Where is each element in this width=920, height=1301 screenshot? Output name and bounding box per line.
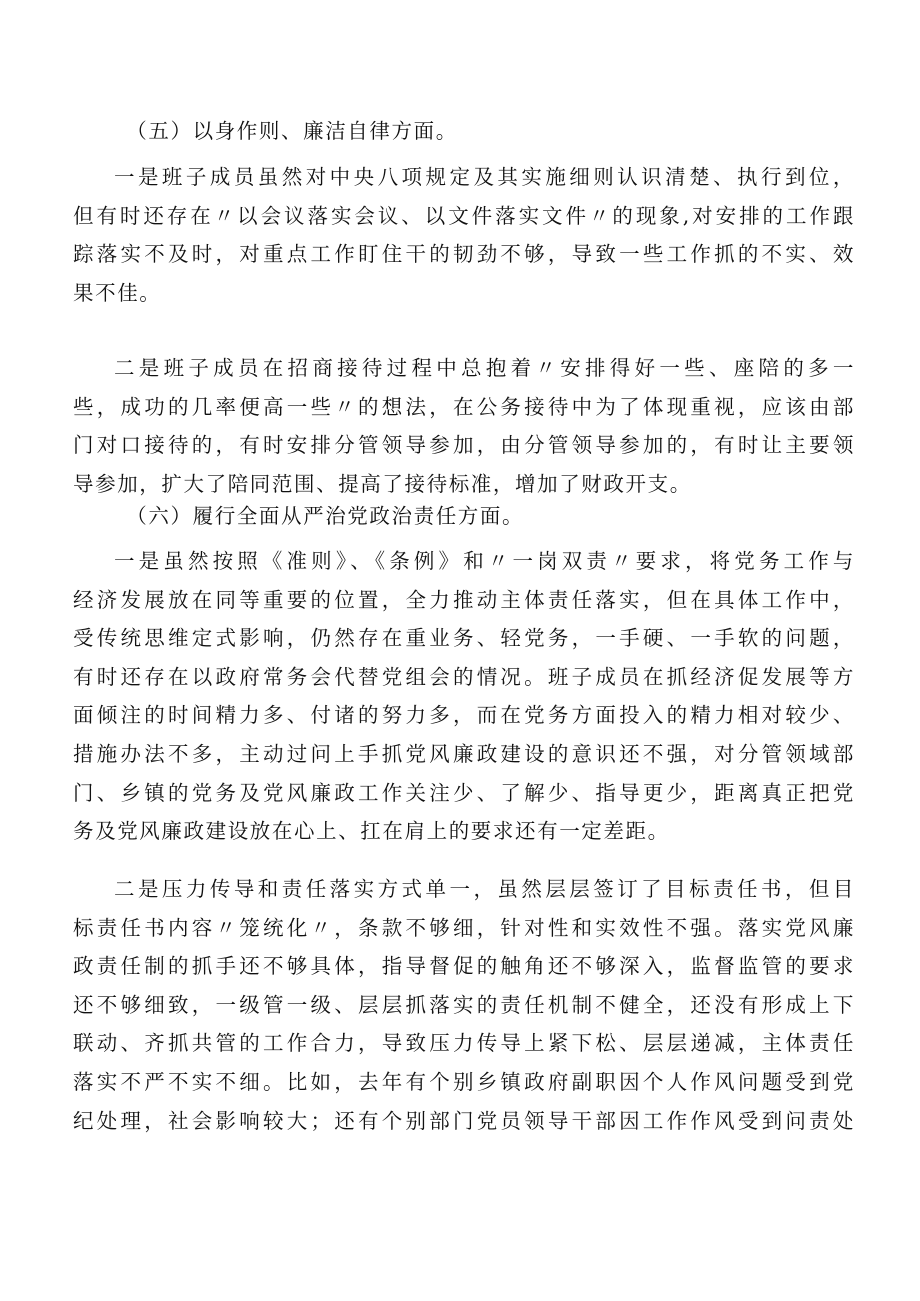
text-line: 纪处理，社会影响较大；还有个别部门党员领导干部因工作作风受到问责处	[73, 1108, 855, 1133]
text-line: 但有时还存在〃以会议落实会议、以文件落实文件〃的现象,对安排的工作跟	[73, 203, 855, 228]
text-line: 果不佳。	[73, 280, 162, 305]
text-line: 一是班子成员虽然对中央八项规定及其实施细则认识清楚、执行到位，	[114, 165, 855, 189]
text-line: 二是压力传导和责任落实方式单一，虽然层层签订了目标责任书，但目	[114, 877, 855, 901]
text-line: 措施办法不多，主动过问上手抓党风廉政建设的意识还不强，对分管领域部	[73, 741, 855, 766]
text-line: 落实不严不实不细。比如，去年有个别乡镇政府副职因个人作风问题受到党	[73, 1069, 855, 1094]
section-heading-five	[73, 112, 855, 151]
text-line: （五）以身作则、廉洁自律方面。	[126, 119, 458, 143]
text-line: 还不够细致，一级管一级、层层抓落实的责任机制不健全，还没有形成上下	[73, 992, 855, 1017]
text-line: 门对口接待的，有时安排分管领导参加，由分管领导参加的，有时让主要领	[73, 433, 855, 458]
text-line: 标责任书内容〃笼统化〃，条款不够细，针对性和实效性不强。落实党风廉	[73, 915, 855, 940]
text-line: 些，成功的几率便高一些〃的想法，在公务接待中为了体现重视，应该由部	[73, 394, 855, 419]
text-line: 二是班子成员在招商接待过程中总抱着〃安排得好一些、座陪的多一	[114, 356, 855, 380]
text-line: （六）履行全面从严治党政治责任方面。	[126, 504, 525, 528]
paragraph-responsibility-1	[73, 542, 855, 851]
text-line: 有时还存在以政府常务会代替党组会的情况。班子成员在抓经济促发展等方	[73, 664, 855, 689]
section-heading-six	[73, 497, 855, 536]
text-line: 经济发展放在同等重要的位置，全力推动主体责任落实，但在具体工作中，	[73, 587, 855, 612]
text-line: 一是虽然按照《准则》、《条例》和〃一岗双责〃要求，将党务工作与	[114, 549, 855, 573]
text-line: 踪落实不及时，对重点工作盯住干的韧劲不够，导致一些工作抓的不实、效	[73, 242, 855, 267]
paragraph-integrity-1	[73, 158, 855, 312]
text-line: 政责任制的抓手还不够具体，指导督促的触角还不够深入，监督监管的要求	[73, 954, 855, 979]
paragraph-integrity-2	[73, 349, 855, 503]
text-line: 务及党风廉政建设放在心上、扛在肩上的要求还有一定差距。	[73, 819, 670, 844]
text-line: 门、乡镇的党务及党风廉政工作关注少、了解少、指导更少，距离真正把党	[73, 780, 855, 805]
text-line: 导参加，扩大了陪同范围、提高了接待标准，增加了财政开支。	[73, 471, 692, 496]
text-line: 面倾注的时间精力多、付诸的努力多，而在党务方面投入的精力相对较少、	[73, 703, 855, 728]
text-line: 受传统思维定式影响，仍然存在重业务、轻党务，一手硬、一手软的问题，	[73, 626, 855, 651]
paragraph-responsibility-2	[73, 870, 855, 1140]
text-line: 联动、齐抓共管的工作合力，导致压力传导上紧下松、层层递减，主体责任	[73, 1031, 855, 1056]
